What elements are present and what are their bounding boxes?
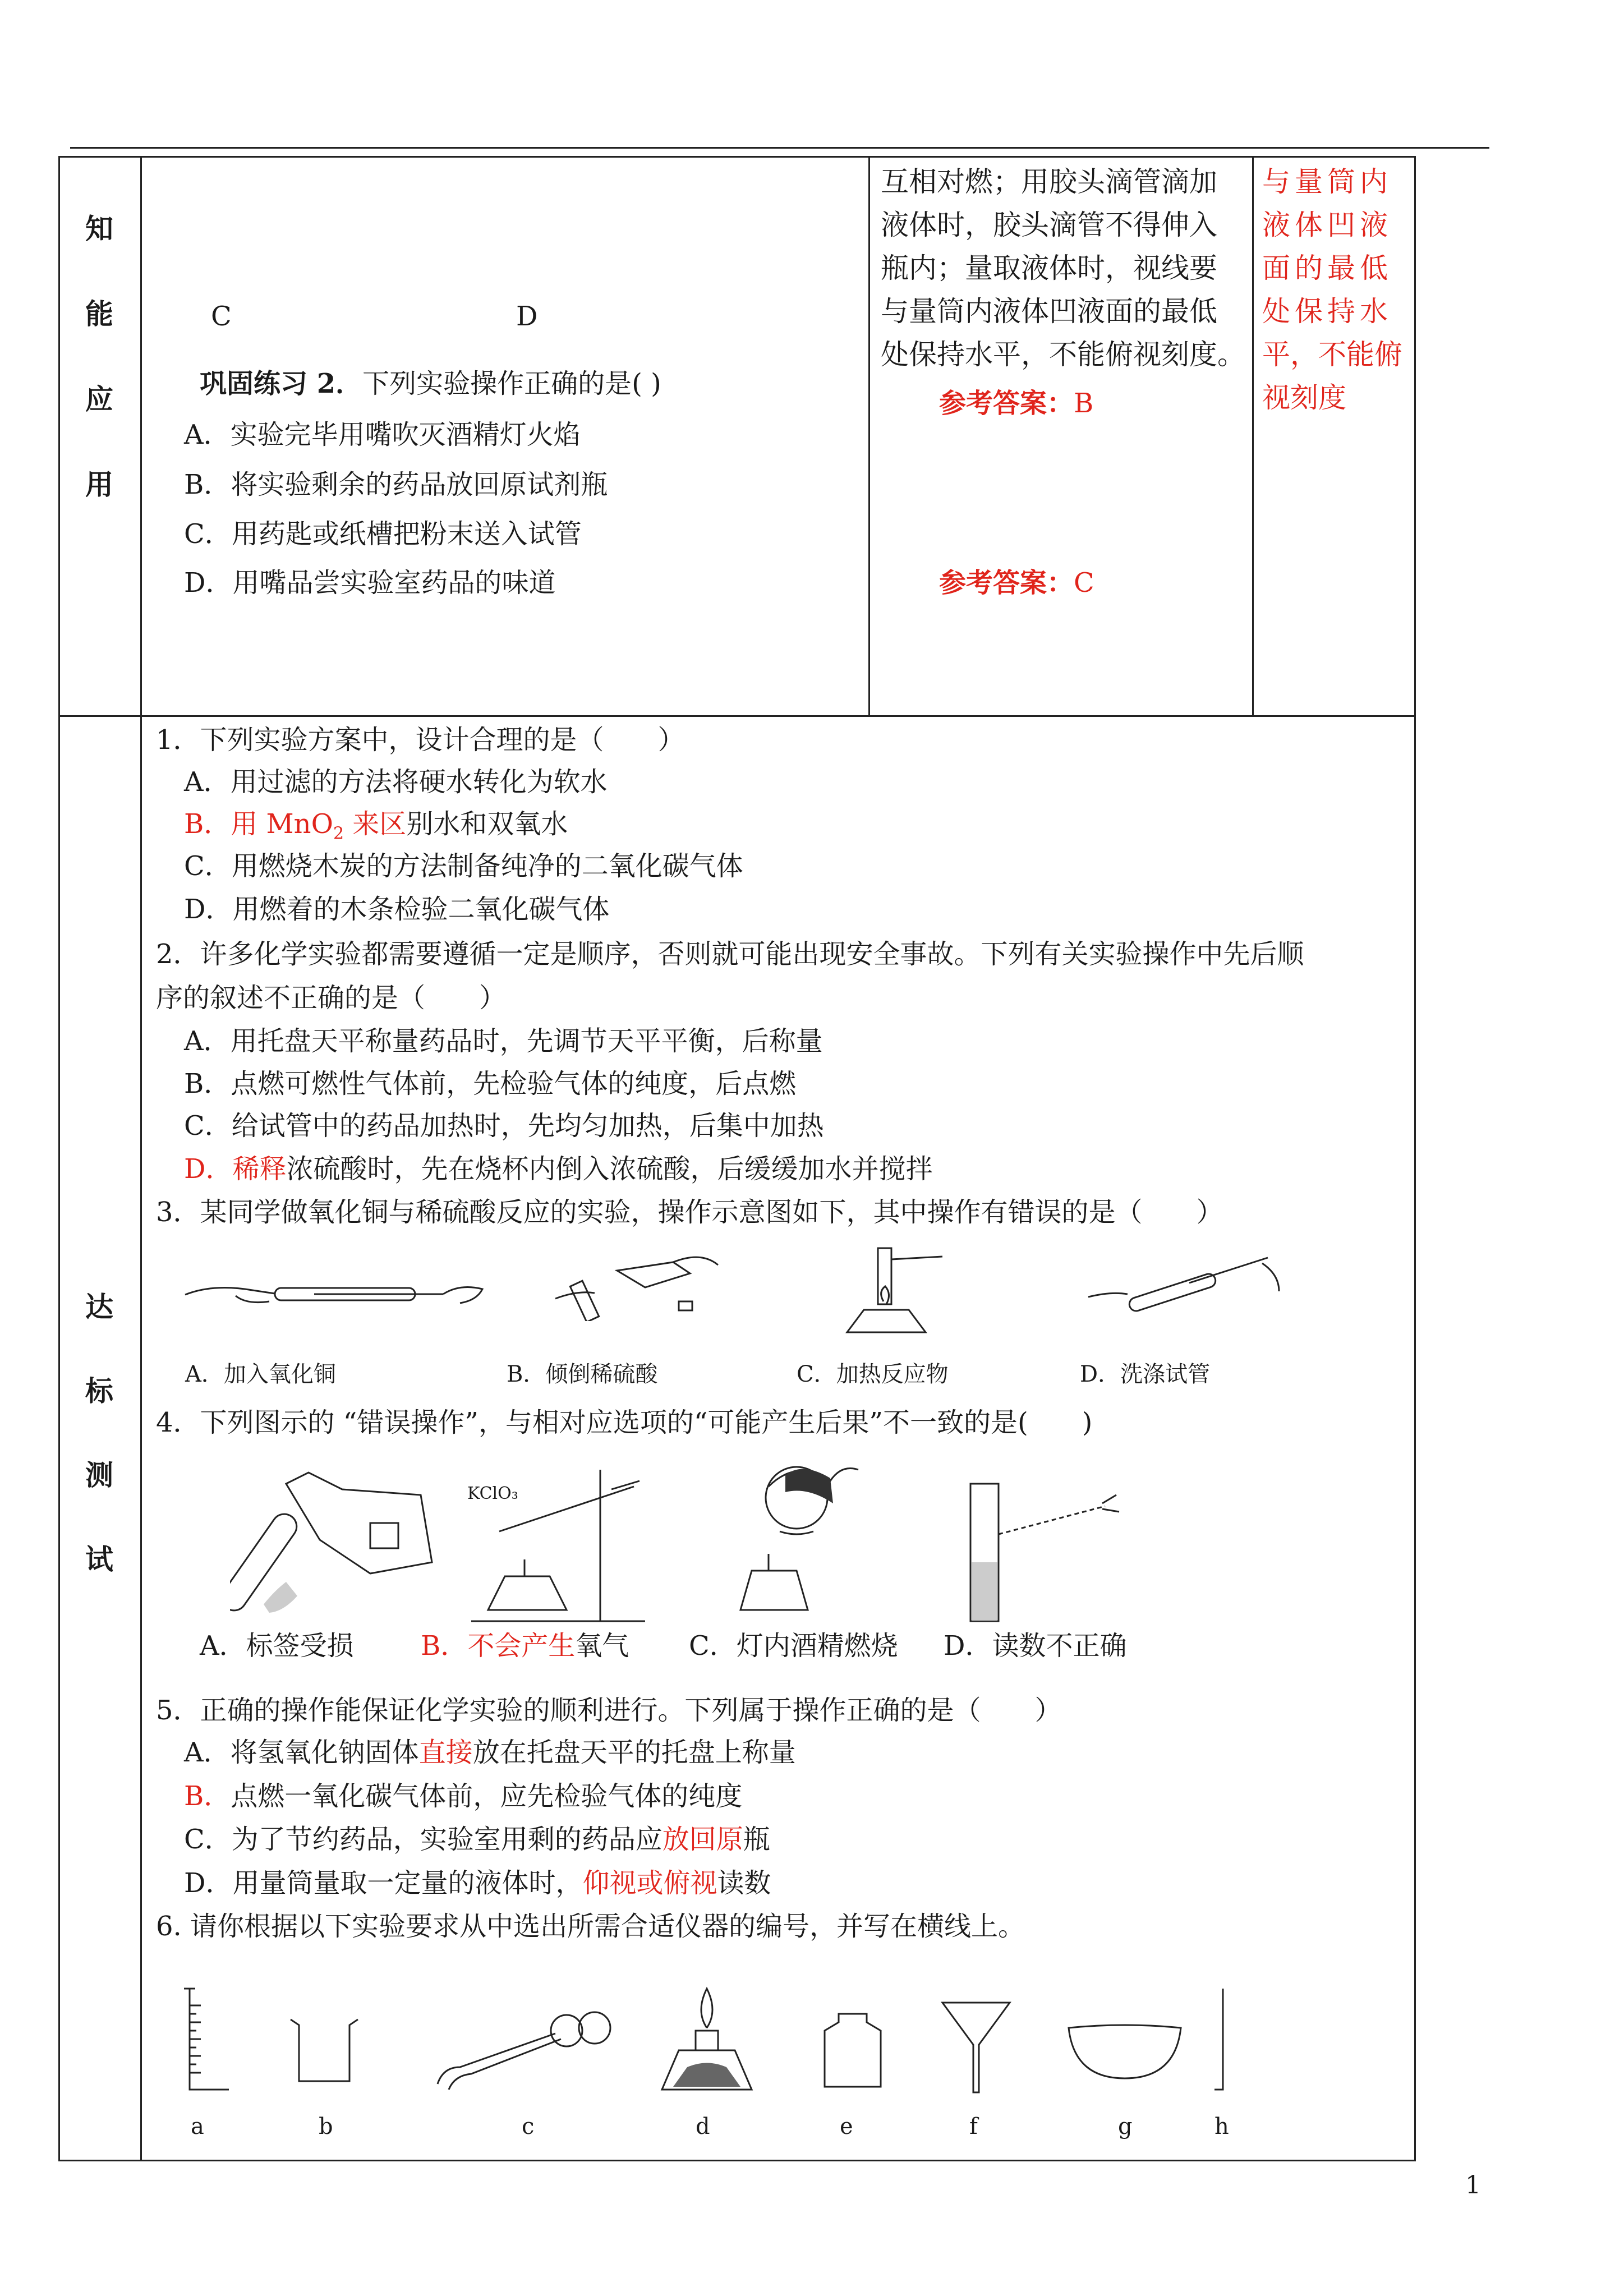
q1-b-red: B．用 MnO — [184, 808, 333, 840]
instrument-crucible-tongs-icon — [426, 2005, 617, 2095]
q3-label-a: A．加入氧化铜 — [185, 1361, 336, 1387]
q5-option-a — [184, 1731, 796, 1774]
answer-label: 参考答案： — [939, 567, 1074, 599]
exercise-2-stem: 下列实验操作正确的是( ) — [362, 368, 661, 399]
answer-value: B — [1074, 388, 1094, 419]
q4-b-rest: 氧气 — [575, 1630, 629, 1662]
note-line: 处保持水 — [1262, 295, 1392, 328]
instrument-label: a — [191, 2114, 204, 2139]
q4-figure-a-pouring — [230, 1461, 438, 1624]
side-column-divider — [140, 156, 142, 2161]
q4-figure-c-blowing — [712, 1453, 881, 1621]
note-column-divider — [1252, 156, 1254, 715]
exercise-2-question — [200, 362, 661, 406]
q5-option-d — [184, 1861, 771, 1905]
q1-option-a: A．用过滤的方法将硬水转化为软水 — [184, 766, 608, 798]
analysis-line: 互相对燃；用胶头滴管滴加 — [881, 165, 1217, 198]
side-label-char: 能 — [85, 297, 113, 330]
analysis-column-divider — [868, 156, 870, 715]
exercise-2-option: C．用药匙或纸槽把粉末送入试管 — [184, 518, 582, 550]
q1-b-sub: 2 — [333, 823, 344, 844]
q4-option-d: D．读数不正确 — [944, 1630, 1127, 1662]
instrument-label: h — [1214, 2114, 1229, 2139]
q2-option-b: B．点燃可燃性气体前，先检验气体的纯度，后点燃 — [184, 1068, 797, 1099]
instrument-label: b — [319, 2114, 333, 2139]
note-line: 平，不能俯 — [1262, 338, 1402, 371]
q3-figure-b — [533, 1248, 724, 1321]
q3-figure-c — [830, 1243, 965, 1335]
q5-c-part2: 瓶 — [743, 1824, 770, 1855]
instrument-label: c — [522, 2114, 535, 2139]
q5-option-c — [184, 1818, 770, 1861]
q5-a-red: 直接 — [418, 1737, 473, 1768]
note-line: 视刻度 — [1262, 381, 1346, 414]
option-d-label: D — [516, 301, 538, 332]
header-rule — [70, 147, 1489, 149]
q1-b-red2: 来区 — [344, 808, 407, 840]
note-line: 面的最低 — [1262, 252, 1392, 284]
q4-b-red: B．不会产生 — [421, 1630, 576, 1662]
exercise-2-title: 巩固练习 2． — [200, 368, 363, 399]
instrument-evaporating-dish-icon — [1063, 2017, 1186, 2084]
side-label-char: 用 — [85, 468, 113, 501]
instrument-dropper-icon — [1209, 1983, 1237, 2095]
answer-value: C — [1074, 567, 1094, 599]
instrument-label: g — [1118, 2114, 1133, 2139]
side-label-char: 达 — [85, 1290, 113, 1323]
q1-stem: 1．下列实验方案中，设计合理的是（ ） — [156, 724, 685, 756]
q3-label-b: B．倾倒稀硫酸 — [507, 1361, 658, 1387]
instrument-graduated-cylinder-icon — [178, 1983, 240, 2095]
q2-stem-line1: 2．许多化学实验都需要遵循一定是顺序，否则就可能出现安全事故。下列有关实验操作中先后顺 — [156, 938, 1304, 970]
side-label-char: 应 — [85, 383, 113, 416]
kclo3-label: KClO₃ — [467, 1484, 518, 1503]
q5-b-rest: 点燃一氧化碳气体前，应先检验气体的纯度 — [231, 1780, 743, 1812]
q2-option-c: C．给试管中的药品加热时，先均匀加热，后集中加热 — [184, 1110, 824, 1142]
q2-d-rest: 浓硫酸时，先在烧杯内倒入浓硫酸，后缓缓加水并搅拌 — [286, 1153, 933, 1185]
instrument-alcohol-lamp-icon — [656, 1983, 757, 2095]
instrument-funnel-icon — [937, 1994, 1015, 2095]
q1-option-c: C．用燃烧木炭的方法制备纯净的二氧化碳气体 — [184, 850, 743, 882]
q4-option-a: A．标签受损 — [200, 1630, 354, 1662]
q3-label-d: D．洗涤试管 — [1080, 1361, 1211, 1387]
exercise-2-option: D．用嘴品尝实验室药品的味道 — [184, 567, 556, 599]
q5-d-part1: D．用量筒量取一定量的液体时， — [184, 1867, 583, 1899]
q5-c-red: 放回原 — [662, 1824, 743, 1855]
side-label-char: 标 — [85, 1374, 113, 1407]
exercise-2-option: B．将实验剩余的药品放回原试剂瓶 — [184, 469, 608, 500]
q2-d-red: D．稀释 — [184, 1153, 287, 1185]
q5-option-b — [184, 1774, 742, 1818]
q5-d-part2: 读数 — [717, 1867, 771, 1899]
q4-option-b — [421, 1624, 629, 1668]
instrument-reagent-bottle-icon — [816, 2008, 889, 2092]
instrument-label: f — [969, 2114, 978, 2139]
q3-stem: 3．某同学做氧化铜与稀硫酸反应的实验，操作示意图如下，其中操作有错误的是（ ） — [156, 1197, 1223, 1228]
note-line: 液体凹液 — [1262, 209, 1392, 241]
q3-label-c: C．加热反应物 — [797, 1361, 949, 1387]
q5-d-red: 仰视或俯视 — [582, 1867, 717, 1899]
q5-b-red: B． — [184, 1780, 231, 1812]
q5-stem: 5．正确的操作能保证化学实验的顺利进行。下列属于操作正确的是（ ） — [156, 1695, 1062, 1726]
note-line: 与量筒内 — [1262, 165, 1392, 198]
side-label-char: 知 — [85, 212, 113, 245]
row-divider — [58, 715, 1416, 717]
q2-option-d — [184, 1147, 933, 1191]
instrument-label: d — [696, 2114, 710, 2139]
q1-option-d: D．用燃着的木条检验二氧化碳气体 — [184, 894, 610, 925]
q2-option-a: A．用托盘天平称量药品时，先调节天平平衡，后称量 — [184, 1025, 823, 1057]
q3-figure-a — [180, 1261, 494, 1323]
q4-figure-d-reading — [954, 1473, 1122, 1624]
q5-a-part1: A．将氢氧化钠固体 — [184, 1737, 419, 1768]
q5-a-part2: 放在托盘天平的托盘上称量 — [472, 1737, 796, 1768]
q2-stem-line2: 序的叙述不正确的是（ ） — [156, 982, 507, 1014]
q4-option-c: C．灯内酒精燃烧 — [689, 1630, 898, 1662]
reference-answer-2 — [939, 561, 1094, 605]
page-number: 1 — [1465, 2171, 1481, 2200]
reference-answer-1 — [939, 381, 1093, 425]
side-label-char: 试 — [85, 1543, 113, 1576]
option-c-label: C — [211, 301, 232, 332]
q3-figure-d — [1077, 1252, 1290, 1325]
exercise-2-option: A．实验完毕用嘴吹灭酒精灯火焰 — [184, 419, 581, 450]
q1-b-rest: 别水和双氧水 — [406, 808, 568, 840]
answer-label: 参考答案： — [939, 388, 1074, 419]
analysis-line: 处保持水平，不能俯视刻度。 — [881, 338, 1245, 371]
analysis-line: 液体时，胶头滴管不得伸入 — [881, 209, 1217, 241]
q6-stem: 6. 请你根据以下实验要求从中选出所需合适仪器的编号，并写在横线上。 — [156, 1911, 1025, 1942]
q4-stem: 4．下列图示的 “错误操作”，与相对应选项的“可能产生后果”不一致的是( ) — [156, 1407, 1093, 1438]
instrument-label: e — [840, 2114, 853, 2139]
analysis-line: 与量筒内液体凹液面的最低 — [881, 295, 1217, 328]
analysis-line: 瓶内；量取液体时，视线要 — [881, 252, 1217, 284]
instrument-beaker-icon — [285, 2014, 364, 2087]
side-label-char: 测 — [85, 1458, 113, 1492]
q5-c-part1: C．为了节约药品，实验室用剩的药品应 — [184, 1824, 663, 1855]
